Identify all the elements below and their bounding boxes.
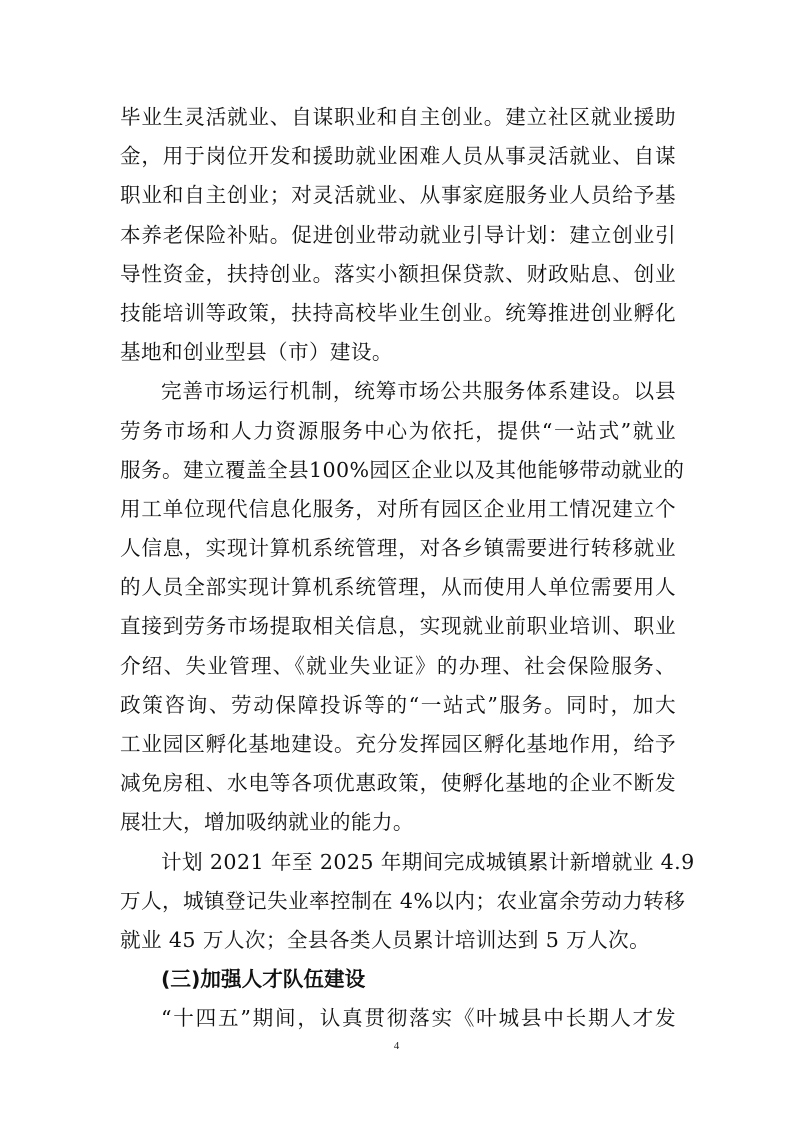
text-line: 本养老保险补贴。促进创业带动就业引导计划：建立创业引 [120, 222, 676, 247]
text-line: 劳务市场和人力资源服务中心为依托，提供“一站式”就业 [120, 418, 676, 443]
text-line: 用工单位现代信息化服务，对所有园区企业用工情况建立个 [120, 496, 676, 521]
text-line: 减免房租、水电等各项优惠政策，使孵化基地的企业不断发 [120, 771, 676, 796]
text-line: 万人，城镇登记失业率控制在 4%以内；农业富余劳动力转移 [120, 888, 686, 913]
text-line: 导性资金，扶持创业。落实小额担保贷款、财政贴息、创业 [120, 261, 676, 286]
text-line: 完善市场运行机制，统筹市场公共服务体系建设。以县 [161, 379, 676, 404]
text-line: 技能培训等政策，扶持高校毕业生创业。统筹推进创业孵化 [120, 300, 676, 325]
text-line: 人信息，实现计算机系统管理，对各乡镇需要进行转移就业 [120, 536, 676, 561]
text-line: 职业和自主创业；对灵活就业、从事家庭服务业人员给予基 [120, 183, 676, 208]
text-line: 展壮大，增加吸纳就业的能力。 [120, 810, 414, 835]
text-line: “十四五”期间，认真贯彻落实《叶城县中长期人才发 [161, 1006, 676, 1031]
text-line: 直接到劳务市场提取相关信息，实现就业前职业培训、职业 [120, 614, 676, 639]
paragraph-market-mechanism [120, 372, 685, 842]
paragraph-employment-support [120, 98, 676, 372]
text-line: 服务。建立覆盖全县100%园区企业以及其他能够带动就业的 [120, 457, 685, 482]
section-heading: (三)加强人才队伍建设 [161, 967, 366, 992]
text-line: 毕业生灵活就业、自谋职业和自主创业。建立社区就业援助 [120, 105, 676, 129]
text-line: 介绍、失业管理、《就业失业证》的办理、社会保险服务、 [120, 653, 676, 678]
paragraph-talent-plan [120, 999, 676, 1038]
page-number: 4 [393, 1040, 400, 1052]
document-body [120, 98, 695, 1039]
text-line: 政策咨询、劳动保障投诉等的“一站式”服务。同时，加大 [120, 692, 676, 717]
text-line: 金，用于岗位开发和援助就业困难人员从事灵活就业、自谋 [120, 144, 676, 169]
text-line: 工业园区孵化基地建设。充分发挥园区孵化基地作用，给予 [120, 732, 676, 756]
text-line: 计划 2021 年至 2025 年期间完成城镇累计新增就业 4.9 [161, 849, 695, 874]
text-line: 的人员全部实现计算机系统管理，从而使用人单位需要用人 [120, 575, 676, 600]
text-line: 就业 45 万人次；全县各类人员累计培训达到 5 万人次。 [120, 927, 651, 952]
text-line: 基地和创业型县（市）建设。 [120, 340, 393, 365]
paragraph-employment-targets [120, 843, 695, 961]
